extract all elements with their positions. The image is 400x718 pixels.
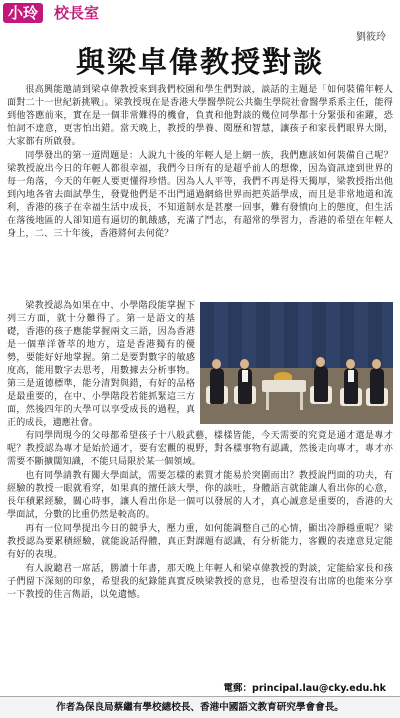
article-body-top <box>7 84 393 242</box>
event-photo <box>200 302 393 424</box>
photo-person <box>210 368 224 404</box>
author-name: 劉筱玲 <box>356 32 386 43</box>
paragraph-conclusion: 有人說聽君一席話，勝讀十年書，那天晚上年輕人和梁卓偉教授的對談，定能給家長和孩子們留下深刻的印象，希望我的紀錄能真實反映梁教授的意見，也希望沒有出席的也能來分享一下教授的佳言雋語，以免遺憾。 <box>7 564 393 600</box>
article-split-section <box>7 300 393 428</box>
paragraph-intro: 很高興能邀請到梁卓偉教授來到我們校園和學生們對談，談話的主題是「如何裝備年輕人面對二十一世紀新挑戰」。梁教授現在是香港大學醫學院公共衞生學院社會醫學系系主任，能得到他答應前來，實在是一個非常難得的機會，負責和他對談的幾位同學都十分緊張和雀躍，恐怕詞不達意，更害怕出錯。當天晚上，教授的學養、閱歷和智慧，讓孩子和家長們眼界大開，大家都有所啟發。 <box>7 85 393 147</box>
author-email <box>224 680 387 694</box>
photo-person-shirt <box>242 370 248 382</box>
email-address[interactable]: principal.lau@cky.edu.hk <box>252 683 386 694</box>
photo-table-leg <box>266 392 269 410</box>
photo-backdrop <box>200 302 393 368</box>
photo-person-head <box>212 359 221 369</box>
photo-person-shirt <box>348 370 354 382</box>
photo-stage <box>200 368 393 424</box>
photo-person-head <box>372 359 381 369</box>
column-badge: 小玲 <box>3 3 43 23</box>
author-bio-footer: 作者為保良局蔡繼有學校總校長、香港中國語文教育研究學會會長。 <box>0 696 400 718</box>
email-label: 電郵： <box>223 683 253 694</box>
column-name: 校長室 <box>54 4 100 22</box>
photo-person-head <box>346 359 355 369</box>
photo-person-head <box>316 357 325 367</box>
column-header <box>0 0 400 26</box>
photo-person <box>314 366 328 402</box>
article-title: 與梁卓偉教授對談 <box>75 45 324 79</box>
photo-table <box>262 380 306 392</box>
photo-person-head <box>240 359 249 369</box>
photo-person <box>370 368 384 404</box>
split-text-column <box>7 300 195 430</box>
photo-table-leg <box>300 392 303 410</box>
paragraph-first-question: 同學發出的第一道問題是：人說九十後的年輕人是上網一族，我們應該如何裝備自己呢？梁教授說出今日的年輕人都很幸福，我們今日所有的是超乎前人的想像，因為資訊達到世界的每一角落，今天的年輕人要更懂得珍惜。因為人人平等，我們不再是得天獨厚，梁教授指出他到內地各省去面試學生，發覺他們是不出門通過網絡世界而把英語學成，而且是非常地道和流利，香港的孩子在幸福生活中成長，不知道制水是甚麼一回事，難有發憤向上的態度，但生活在落後地區的人卻知道有逼切的飢餓感，充滿了鬥志，有超常的學習力，香港的希望在年輕人身上，二、三十年後，香港將何去何從？ <box>7 151 393 239</box>
article-body-bottom <box>7 430 393 603</box>
paragraph-generalist-specialist: 有同學問現今的父母都希望孩子十八般武藝，樣樣皆能，今天需要的究竟是通才還是專才呢？教授認為專才是始於通才，要有宏觀的視野，對各樣事物有認識，然後走向專才，專才亦需要不斷擴闊知識，不能只局限於某一個領域。 <box>7 431 393 467</box>
paragraph-three-aspects: 梁教授認為如果在中、小學階段能掌握下列三方面，就十分難得了。第一是語文的基礎，香港的孩子應能掌握兩文三語，因為香港是一個華洋薈萃的地方，這是香港獨有的優勢，要能好好地掌握。第二是要對數字的敏感度高，能用數字去思考，用數據去分析事物。第三是道德標準，能分清對與錯，有好的品格是最重要的，在中、小學階段若能抓緊這三方面，然後四年的大學可以享受成長的過程，真正的成長，適應社會。 <box>7 301 195 428</box>
paragraph-university-interview: 也有同學請教有關大學面試，需要怎樣的素質才能易於突圍而出？教授說門面的功夫，有經驗的教授一眼就看穿，如果真的擅任該大學，你的談吐，身體語言就能讓人看出你的心意，長年積累經驗，關心時事，讓人看出你是一個可以發展的人才，真心誠意是重要的，香港的大學面試，分數的比重仍然是較高的。 <box>7 471 393 520</box>
paragraph-pressure: 再有一位同學提出今日的競爭大，壓力重，如何能調整自己的心情，顯出冷靜穩重呢？梁教授認為要累積經驗，就能說話得體，真正對課題有認識，有分析能力，客觀的表達意見定能有好的表現。 <box>7 524 393 560</box>
